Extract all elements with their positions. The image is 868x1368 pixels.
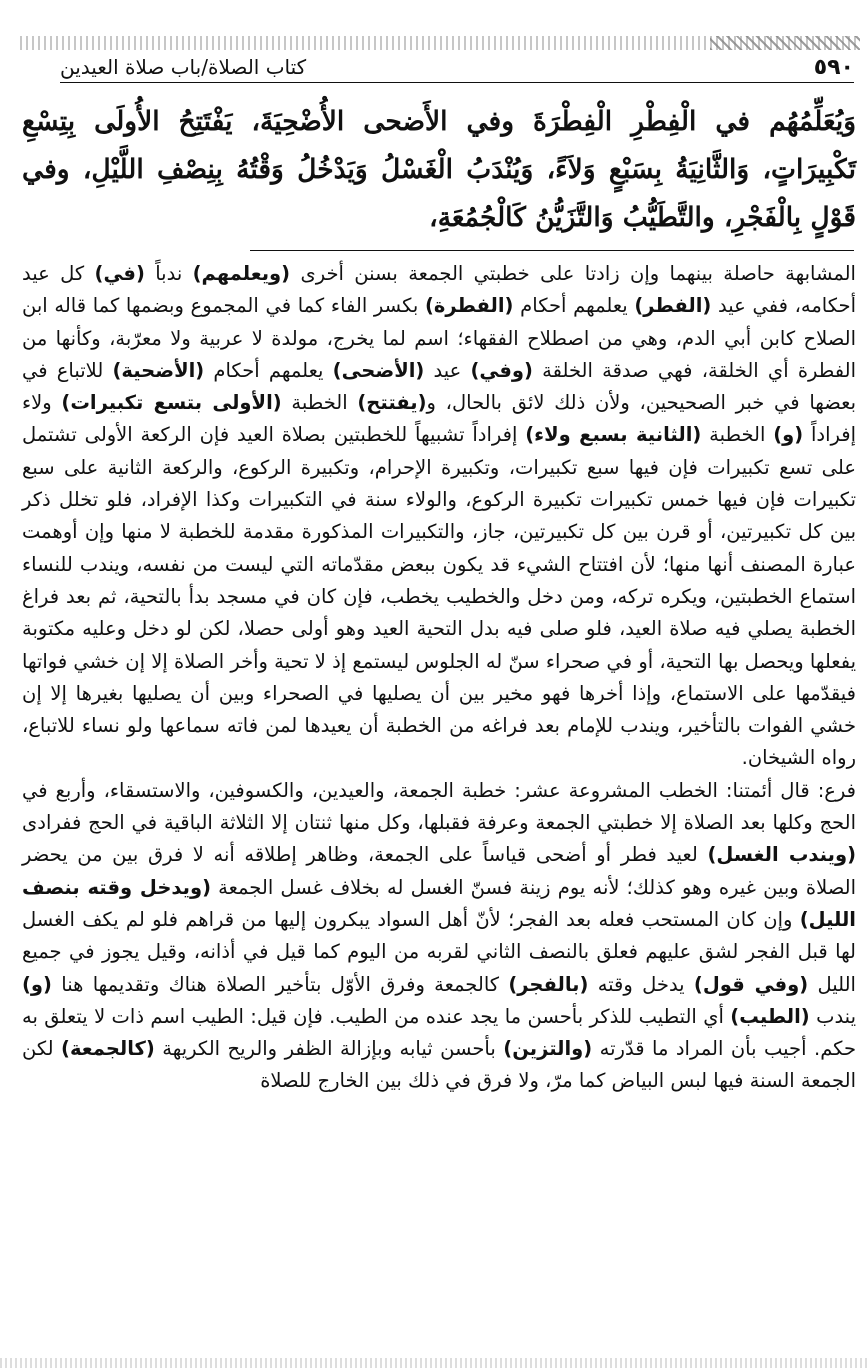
matn-quote: (الأولى بتسع تكبيرات) bbox=[61, 391, 282, 415]
separator-rule bbox=[250, 250, 854, 251]
commentary-text: وإن كان المستحب فعله بعد الفجر؛ لأنّ أهل السواد يبكرون إليها من قراهم فلو لم يكف الغسل لها قبل الفجر لشق عليهم فعلق بالنصف الثاني لقربه من اليوم كما قيل في أذانه، وقيل يجوز في جميع الليل bbox=[22, 907, 856, 996]
matn-quote: (الأضحى) bbox=[332, 358, 425, 382]
commentary-text: يندب bbox=[809, 1004, 856, 1028]
commentary-text: لكن الجمعة السنة فيها لبس البياض كما مرّ، ولا فرق في ذلك بين الخارج للصلاة bbox=[22, 1037, 856, 1093]
matn-quote: (و) bbox=[22, 972, 52, 996]
matn-quote: (ويعلمهم) bbox=[192, 262, 291, 285]
commentary-text: يعلمهم أحكام bbox=[513, 294, 635, 318]
commentary-text: للاتباع في بعضها في خبر الصحيحين، ولأن ذلك لائق بالحال، و bbox=[22, 358, 856, 415]
commentary-text: يدخل وقته bbox=[588, 972, 694, 996]
commentary-text: ندباً bbox=[144, 262, 193, 285]
commentary-text: بكسر الفاء كما في المجموع وبضمها كما قاله ابن الصلاح كابن أبي الدم، وهي من اصطلاح الفقهاء؛ اسم لما يخرج، مولدة لا عربية ولا معرّبة، وكأنها من الفطرة أي الخلقة، فهي صدقة الخلقة bbox=[22, 294, 857, 382]
matn-quote: (الفطر) bbox=[634, 294, 712, 318]
commentary-text: أي التطيب للذكر بأحسن ما يجد عنده من الطيب. فإن قيل: الطيب اسم ذات لا يتعلق به حكم. أجيب بأن المراد ما قدّرته bbox=[22, 1004, 856, 1061]
matn-quote: (بالفجر) bbox=[508, 972, 589, 996]
matn-quote: (الأضحية) bbox=[112, 358, 205, 382]
running-title: كتاب الصلاة/باب صلاة العيدين bbox=[60, 55, 307, 79]
page-number: ٥٩٠ bbox=[813, 54, 854, 80]
matn-quote: (يفتتح) bbox=[357, 391, 427, 415]
commentary-text: الخطبة bbox=[701, 423, 774, 447]
commentary-paragraph-1 bbox=[22, 258, 856, 775]
bottom-border-ornament bbox=[0, 1358, 868, 1368]
commentary-text: ولاء إفراداً bbox=[22, 391, 857, 447]
matn-quote: (كالجمعة) bbox=[61, 1037, 155, 1061]
matn-quote: (والتزين) bbox=[503, 1037, 593, 1061]
commentary-text: عيد bbox=[424, 358, 471, 382]
matn-quote: (و) bbox=[773, 423, 804, 447]
commentary bbox=[22, 258, 856, 1358]
commentary-text: المشابهة حاصلة بينهما وإن زادتا على خطبتي الجمعة بسنن أخرى bbox=[290, 262, 856, 285]
diamond-ornament-icon bbox=[710, 36, 860, 50]
commentary-text: كل عيد أحكامه، ففي عيد bbox=[22, 262, 856, 318]
commentary-text: لعيد فطر أو أضحى قياساً على الجمعة، وظاهر إطلاقه أنه لا فرق بين من يحضر الصلاة وبين غيره وهو كذلك؛ لأنه يوم زينة فسنّ الغسل له بخلاف غسل الجمعة bbox=[22, 843, 856, 899]
running-header bbox=[60, 52, 854, 83]
matn-quote: (في) bbox=[94, 262, 145, 285]
commentary-text: بأحسن ثيابه وبإزالة الظفر والريح الكريهة bbox=[154, 1037, 504, 1061]
commentary-text: إفراداً تشبيهاً للخطبتين بصلاة العيد فإن الركعة الأولى تشتمل على تسع تكبيرات فإن فيها سبع تكبيرات، وتكبيرة الإحرام، وتكبيرة الركوع، والركعة الثانية على سبع تكبيرات فإن فيها خمس تكبيرات تكبيرة الركوع، والولاء سنة في التكبيرات وكذا الإفراد، فلو تخلل ذكر بين كل تكبيرتين، أو قرن بين كل تكبيرتين، جاز، والتكبيرات المذكورة مقدمة للخطبة لا منها وإن أوهمت عبارة المصنف أنها منها؛ لأن افتتاح الشيء قد يكون ببعض مقدّماته التي ليست من نفسه، ويندب للنساء استماع الخطبتين، ويكره تركه، ومن دخل والخطيب يخطب، فإن كان في مسجد بدأ بالتحية، ثم بعد فراغ الخطبة يصلي فيه صلاة العيد، فلو صلى فيه بدل التحية العيد وهو أولى حصلا، لكن لو دخل وعليه مكتوبة يفعلها ويحصل بها التحية، أو في صحراء سنّ له الجلوس ليستمع إذ لا تحية وأخر الصلاة إلا إن خشي فواتها فيقدّمها على الاستماع، وإذا أخرها فهو مخير بين أن يصليها في الصحراء وبين أن يصليها بغيرها إلا إن خشي الفوات بالتأخير، ويندب للإمام بعد فراغه من الخطبة أن يعيدها لمن فاته سماعها ولو نساء للاتباع، رواه الشيخان. bbox=[22, 423, 856, 770]
matn-quote: (ويندب الغسل) bbox=[707, 843, 856, 867]
commentary-text: يعلمهم أحكام bbox=[204, 358, 333, 382]
commentary-text: فرع: قال أئمتنا: الخطب المشروعة عشر: خطبة الجمعة، والعيدين، والكسوفين، والاستسقاء، وأربع في الحج وكلها بعد الصلاة إلا خطبتي الجمعة وعرفة فقبلها، وكل منها ثنتان إلا الثلاثة الباقية في الحج ففرادى bbox=[22, 778, 856, 835]
top-border-ornament bbox=[20, 36, 860, 50]
commentary-paragraph-2 bbox=[22, 775, 856, 1098]
matn-text: وَيُعَلِّمُهُم في الْفِطْرِ الْفِطْرَةَ وفي الأَضحى الأُضْحِيَةَ، يَفْتَتِحُ الأُولَى بِتِسْعِ تَكْبِيرَاتٍ، وَالثَّانِيَةُ بِسَبْعٍ وَلاَءً، وَيُنْدَبُ الْغَسْلُ وَيَدْخُلُ وَقْتُهُ بِنِصْفِ اللَّيْلِ، وفي قَوْلٍ بِالْفَجْرِ، والتَّطَيُّبُ وَالتَّزَيُّنُ كَالْجُمُعَةِ، bbox=[22, 106, 856, 233]
commentary-text: كالجمعة وفرق الأوّل بتأخير الصلاة هناك وتقديمها هنا bbox=[51, 972, 509, 996]
matn-quote: (وفي قول) bbox=[693, 972, 809, 996]
matn-quote: (ويدخل وقته بنصف الليل) bbox=[22, 875, 856, 931]
matn-quote: (الطيب) bbox=[730, 1004, 810, 1028]
matn-quote: (الثانية بسبع ولاء) bbox=[525, 423, 702, 447]
matn-quote: (وفي) bbox=[470, 358, 533, 382]
commentary-text: الخطبة bbox=[281, 391, 358, 415]
matn-quote: (الفطرة) bbox=[424, 294, 514, 318]
